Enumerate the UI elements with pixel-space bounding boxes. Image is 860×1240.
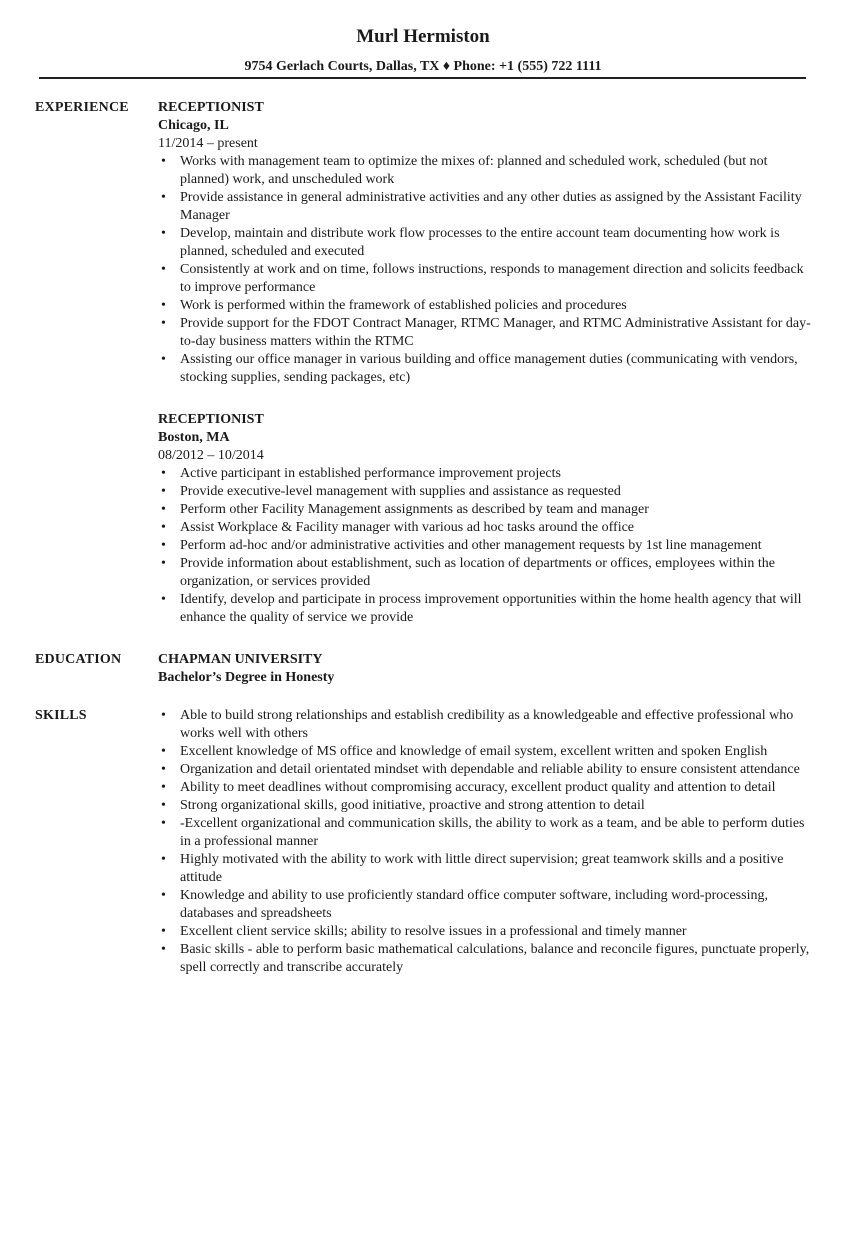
bullet-icon: •	[161, 762, 166, 777]
job-title: RECEPTIONIST	[158, 100, 264, 115]
list-item: • Assist Workplace & Facility manager with various ad hoc tasks around the office	[161, 520, 635, 535]
list-item: • Provide support for the FDOT Contract Manager, RTMC Manager, and RTMC Administrative Assistant for day-to-day business matters within the RTMC	[161, 316, 811, 349]
list-item: • Knowledge and ability to use proficiently standard office computer software, including word-processing, databases and spreadsheets	[161, 888, 768, 921]
bullet-icon: •	[161, 298, 166, 313]
education-heading: EDUCATION	[35, 652, 122, 667]
list-item: • Provide information about establishment, such as location of departments or offices, employees within the organization, or services provided	[161, 556, 775, 589]
list-item: • Able to build strong relationships and establish credibility as a knowledgeable and effective professional who works well with others	[161, 708, 794, 741]
experience-heading: EXPERIENCE	[35, 100, 129, 115]
bullet-icon: •	[161, 520, 166, 535]
bullet-icon: •	[161, 226, 166, 241]
list-item: • Organization and detail orientated mindset with dependable and reliable ability to ensure consistent attendance	[161, 762, 800, 777]
job-location: Chicago, IL	[158, 118, 229, 133]
bullet-icon: •	[161, 888, 166, 903]
experience-body	[158, 99, 818, 627]
job-entry	[158, 99, 818, 387]
list-item: • Consistently at work and on time, follows instructions, responds to management direction and solicits feedback to improve performance	[161, 262, 804, 295]
list-item: • Perform ad-hoc and/or administrative activities and other management requests by 1st line management	[161, 538, 762, 553]
list-item: • Strong organizational skills, good initiative, proactive and strong attention to detail	[161, 798, 645, 813]
bullet-icon: •	[161, 502, 166, 517]
list-item: • Basic skills - able to perform basic mathematical calculations, balance and reconcile figures, punctuate properly, spell correctly and transcribe accurately	[161, 942, 810, 975]
list-item: • Work is performed within the framework of established policies and procedures	[161, 298, 627, 313]
list-item: • Excellent knowledge of MS office and knowledge of email system, excellent written and spoken English	[161, 744, 768, 759]
list-item: • Highly motivated with the ability to work with little direct supervision; great teamwork skills and a positive attitude	[161, 852, 784, 885]
education-body	[158, 651, 818, 687]
job-entry	[158, 411, 818, 627]
skills-heading: SKILLS	[35, 708, 87, 723]
school-name: CHAPMAN UNIVERSITY	[158, 652, 323, 667]
skills-body	[158, 707, 818, 977]
bullet-icon: •	[161, 190, 166, 205]
list-item: • Works with management team to optimize the mixes of: planned and scheduled work, scheduled (but not planned) work, and unscheduled work	[161, 154, 768, 187]
bullet-icon: •	[161, 780, 166, 795]
bullet-icon: •	[161, 352, 166, 367]
list-item: • -Excellent organizational and communication skills, the ability to work as a team, and be able to perform duties in a professional manner	[161, 816, 805, 849]
list-item: • Provide assistance in general administrative activities and any other duties as assigned by the Assistant Facility Manager	[161, 190, 802, 223]
bullet-icon: •	[161, 852, 166, 867]
bullet-icon: •	[161, 538, 166, 553]
list-item: • Develop, maintain and distribute work flow processes to the entire account team documenting how work is planned, scheduled and executed	[161, 226, 780, 259]
bullet-icon: •	[161, 466, 166, 481]
job-dates: 11/2014 – present	[158, 136, 258, 151]
list-item: • Perform other Facility Management assignments as described by team and manager	[161, 502, 649, 517]
contact-line: 9754 Gerlach Courts, Dallas, TX ♦ Phone: +1 (555) 722 1111	[244, 59, 602, 74]
job-duties-list	[158, 465, 818, 627]
list-item: • Assisting our office manager in various building and office management duties (communicating with vendors, stocking supplies, sending packages, etc)	[161, 352, 798, 385]
job-location: Boston, MA	[158, 430, 230, 445]
list-item: • Excellent client service skills; ability to resolve issues in a professional and timely manner	[161, 924, 687, 939]
bullet-icon: •	[161, 942, 166, 957]
job-title: RECEPTIONIST	[158, 412, 264, 427]
bullet-icon: •	[161, 316, 166, 331]
degree: Bachelor’s Degree in Honesty	[158, 670, 335, 685]
job-dates: 08/2012 – 10/2014	[158, 448, 264, 463]
bullet-icon: •	[161, 816, 166, 831]
bullet-icon: •	[161, 798, 166, 813]
bullet-icon: •	[161, 556, 166, 571]
candidate-name: Murl Hermiston	[356, 26, 490, 47]
skills-list	[158, 707, 818, 977]
bullet-icon: •	[161, 708, 166, 723]
bullet-icon: •	[161, 262, 166, 277]
bullet-icon: •	[161, 484, 166, 499]
job-duties-list	[158, 153, 818, 387]
bullet-icon: •	[161, 154, 166, 169]
list-item: • Ability to meet deadlines without compromising accuracy, excellent product quality and attention to detail	[161, 780, 776, 795]
bullet-icon: •	[161, 924, 166, 939]
bullet-icon: •	[161, 592, 166, 607]
list-item: • Provide executive-level management with supplies and assistance as requested	[161, 484, 621, 499]
list-item: • Identify, develop and participate in process improvement opportunities within the home health agency that will enhance the quality of service we provide	[161, 592, 802, 625]
list-item: • Active participant in established performance improvement projects	[161, 466, 561, 481]
header-divider	[39, 77, 806, 79]
bullet-icon: •	[161, 744, 166, 759]
